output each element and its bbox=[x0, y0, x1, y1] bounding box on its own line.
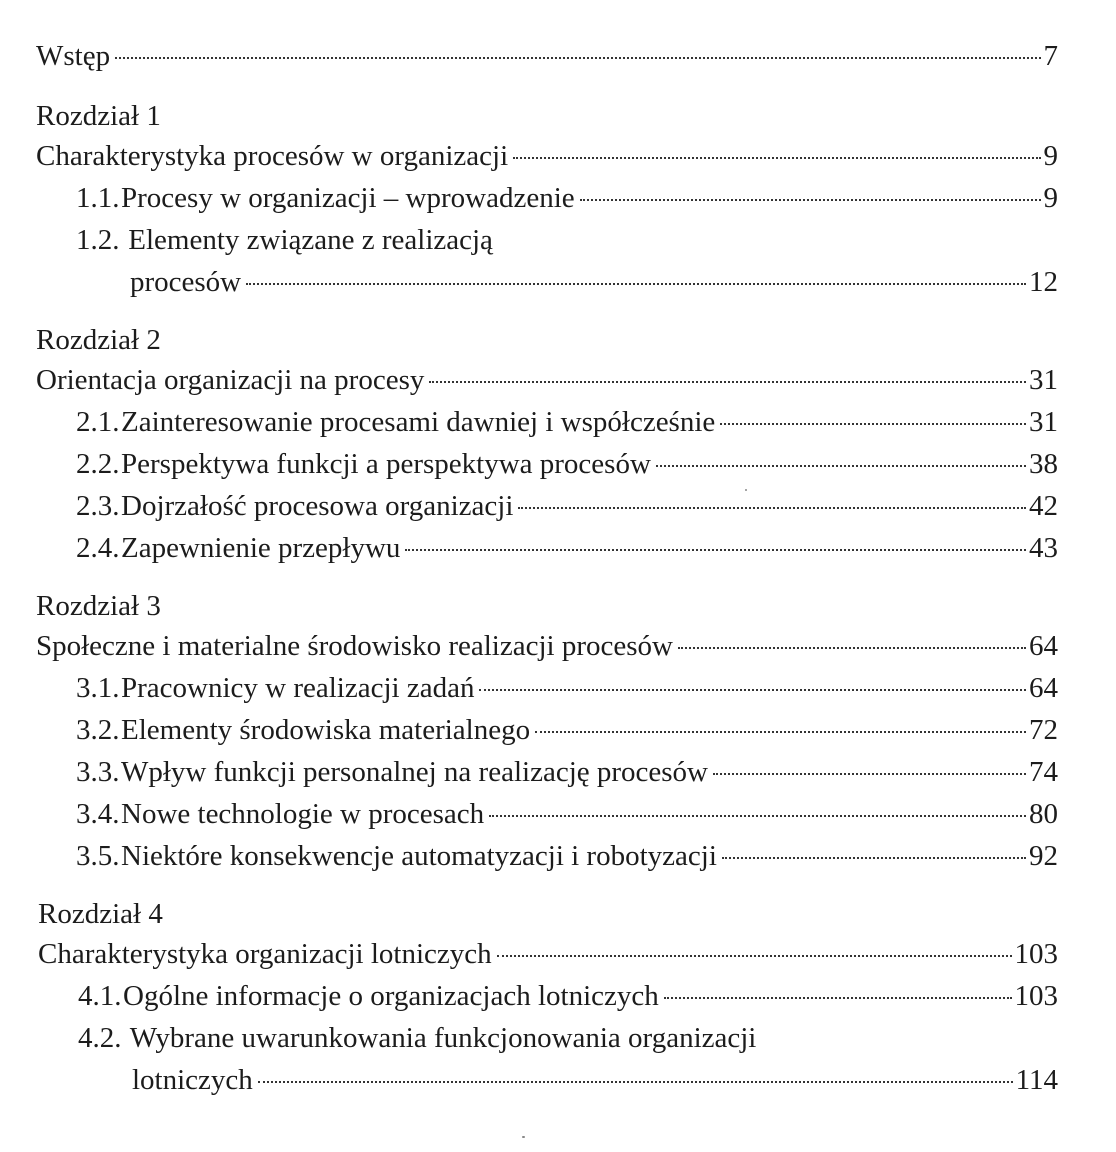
toc-chapter-entry[interactable] bbox=[36, 136, 1058, 176]
dot-leader bbox=[664, 997, 1012, 999]
toc-section-entry[interactable] bbox=[78, 976, 1058, 1016]
toc-entry-title: Perspektywa funkcji a perspektywa procesów bbox=[121, 448, 651, 480]
toc-entry-title: Niektóre konsekwencje automatyzacji i robotyzacji bbox=[121, 840, 717, 872]
toc-section-entry[interactable] bbox=[76, 710, 1058, 750]
section-number: 2.2. bbox=[76, 448, 120, 480]
toc-entry-page: 64 bbox=[1029, 672, 1058, 704]
toc-entry-title: Pracownicy w realizacji zadań bbox=[121, 672, 475, 704]
toc-section-entry[interactable] bbox=[76, 794, 1058, 834]
toc-entry-title-continuation: procesów bbox=[130, 266, 242, 298]
dot-leader bbox=[497, 955, 1012, 957]
scan-speck bbox=[522, 1136, 525, 1138]
toc-entry-title: Wybrane uwarunkowania funkcjonowania organizacji bbox=[129, 1022, 757, 1054]
section-number: 3.2. bbox=[76, 714, 120, 746]
toc-entry-title: Charakterystyka organizacji lotniczych bbox=[38, 938, 492, 970]
toc-entry-page: 42 bbox=[1029, 490, 1058, 522]
toc-entry-page: 114 bbox=[1015, 1064, 1058, 1096]
toc-entry-title: Elementy związane z realizacją bbox=[128, 224, 493, 256]
toc-entry-page: 80 bbox=[1029, 798, 1058, 830]
toc-chapter-entry[interactable] bbox=[36, 626, 1058, 666]
dot-leader bbox=[713, 773, 1026, 775]
toc-section-entry[interactable] bbox=[76, 528, 1058, 568]
toc-entry-page: 31 bbox=[1029, 406, 1058, 438]
dot-leader bbox=[258, 1081, 1013, 1083]
toc-entry-page: 103 bbox=[1014, 938, 1058, 970]
chapter-label: Rozdział 2 bbox=[36, 324, 161, 356]
toc-entry-page: 38 bbox=[1029, 448, 1058, 480]
toc-entry-title: Wpływ funkcji personalnej na realizację procesów bbox=[121, 756, 708, 788]
section-number: 2.1. bbox=[76, 406, 120, 438]
toc-chapter-entry[interactable] bbox=[36, 360, 1058, 400]
dot-leader bbox=[115, 57, 1040, 59]
section-number: 3.5. bbox=[76, 840, 120, 872]
toc-entry-title: Zainteresowanie procesami dawniej i współcześnie bbox=[121, 406, 716, 438]
dot-leader bbox=[513, 157, 1040, 159]
scan-speck bbox=[745, 489, 747, 491]
toc-entry-title: Orientacja organizacji na procesy bbox=[36, 364, 425, 396]
toc-entry-title: Ogólne informacje o organizacjach lotniczych bbox=[123, 980, 659, 1012]
dot-leader bbox=[246, 283, 1026, 285]
dot-leader bbox=[535, 731, 1026, 733]
toc-chapter-entry[interactable] bbox=[38, 934, 1058, 974]
toc-entry-title: Elementy środowiska materialnego bbox=[121, 714, 531, 746]
toc-entry-title: Społeczne i materialne środowisko realizacji procesów bbox=[36, 630, 673, 662]
dot-leader bbox=[580, 199, 1041, 201]
toc-entry-page: 7 bbox=[1043, 40, 1058, 72]
toc-entry-page: 12 bbox=[1029, 266, 1058, 298]
toc-section-entry[interactable] bbox=[76, 402, 1058, 442]
toc-section-entry-continuation[interactable] bbox=[130, 262, 1058, 302]
toc-entry-page: 9 bbox=[1043, 140, 1058, 172]
dot-leader bbox=[722, 857, 1026, 859]
toc-entry-page: 103 bbox=[1014, 980, 1058, 1012]
dot-leader bbox=[429, 381, 1026, 383]
toc-entry-title: Procesy w organizacji – wprowadzenie bbox=[121, 182, 575, 214]
toc-intro-entry[interactable] bbox=[36, 36, 1058, 76]
section-number: 1.1. bbox=[76, 182, 120, 214]
dot-leader bbox=[489, 815, 1026, 817]
chapter-label: Rozdział 3 bbox=[36, 590, 161, 622]
section-number: 3.4. bbox=[76, 798, 120, 830]
toc-section-entry[interactable] bbox=[76, 668, 1058, 708]
section-number: 3.3. bbox=[76, 756, 120, 788]
toc-entry-page: 9 bbox=[1043, 182, 1058, 214]
dot-leader bbox=[479, 689, 1026, 691]
toc-entry-title: Nowe technologie w procesach bbox=[121, 798, 485, 830]
toc-section-entry[interactable] bbox=[76, 486, 1058, 526]
toc-section-entry[interactable] bbox=[76, 836, 1058, 876]
chapter-label: Rozdział 4 bbox=[38, 898, 163, 930]
toc-entry-page: 74 bbox=[1029, 756, 1058, 788]
section-number: 2.3. bbox=[76, 490, 120, 522]
toc-entry-page: 43 bbox=[1029, 532, 1058, 564]
toc-entry-title: Charakterystyka procesów w organizacji bbox=[36, 140, 509, 172]
toc-entry-page: 72 bbox=[1029, 714, 1058, 746]
dot-leader bbox=[405, 549, 1026, 551]
toc-section-entry-first-line[interactable] bbox=[78, 1018, 756, 1058]
toc-entry-title: Wstęp bbox=[36, 40, 111, 72]
toc-entry-page: 64 bbox=[1029, 630, 1058, 662]
toc-section-entry[interactable] bbox=[76, 178, 1058, 218]
toc-entry-page: 31 bbox=[1029, 364, 1058, 396]
section-number: 1.2. bbox=[76, 224, 120, 256]
dot-leader bbox=[678, 647, 1026, 649]
toc-section-entry-first-line[interactable] bbox=[76, 220, 493, 260]
toc-section-entry-continuation[interactable] bbox=[132, 1060, 1058, 1100]
toc-section-entry[interactable] bbox=[76, 444, 1058, 484]
dot-leader bbox=[518, 507, 1026, 509]
dot-leader bbox=[656, 465, 1026, 467]
section-number: 2.4. bbox=[76, 532, 120, 564]
section-number: 4.2. bbox=[78, 1022, 122, 1054]
toc-entry-title: Dojrzałość procesowa organizacji bbox=[121, 490, 514, 522]
dot-leader bbox=[720, 423, 1026, 425]
section-number: 4.1. bbox=[78, 980, 122, 1012]
toc-section-entry[interactable] bbox=[76, 752, 1058, 792]
toc-entry-title: Zapewnienie przepływu bbox=[121, 532, 401, 564]
section-number: 3.1. bbox=[76, 672, 120, 704]
toc-entry-page: 92 bbox=[1029, 840, 1058, 872]
chapter-label: Rozdział 1 bbox=[36, 100, 161, 132]
toc-entry-title-continuation: lotniczych bbox=[132, 1064, 253, 1096]
